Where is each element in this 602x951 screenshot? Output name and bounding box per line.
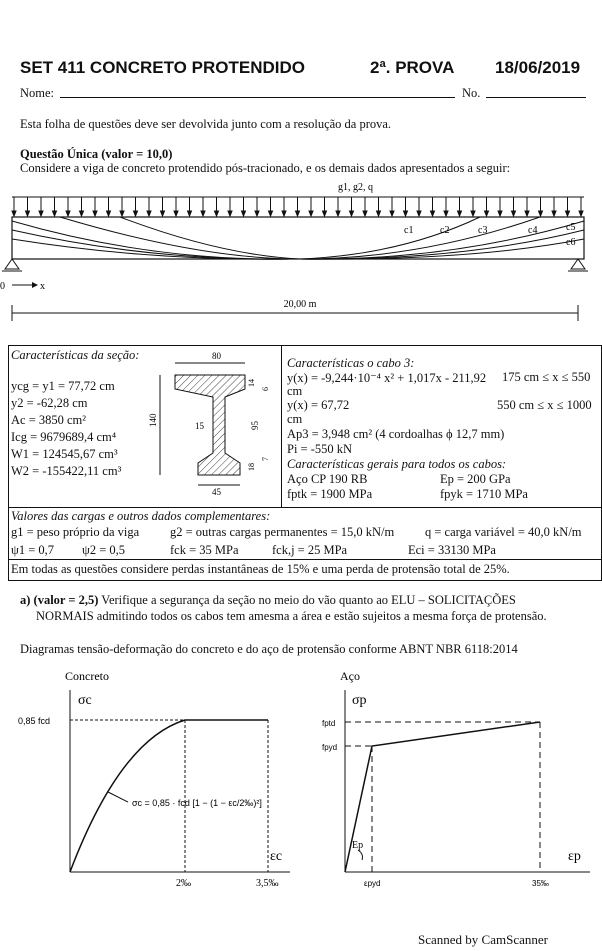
ep-label: Ep: [352, 840, 364, 851]
concrete-diagram: [0, 660, 300, 900]
general-ep: Ep = 200 GPa: [440, 472, 511, 486]
load-arrow-head: [80, 211, 84, 216]
eci: Eci = 33130 MPa: [408, 543, 496, 557]
load-arrow-head: [539, 211, 543, 216]
item-a-value: a) (valor = 2,5): [20, 593, 99, 607]
general-steel: Aço CP 190 RB: [287, 472, 368, 486]
cable3-title: Características o cabo 3:: [287, 356, 415, 370]
dim-web: 15: [195, 421, 204, 431]
general-fptk: fptk = 1900 MPa: [287, 487, 373, 501]
psi2: ψ2 = 0,5: [82, 543, 125, 557]
prop-w2: W2 = -155422,11 cm³: [11, 464, 122, 478]
load-arrow-head: [201, 211, 205, 216]
concrete-tick2: 3,5‰: [256, 878, 279, 889]
dim-bottom-w: 45: [212, 487, 221, 497]
cable3-eq2-unit: cm: [287, 412, 303, 426]
prop-y2: y2 = -62,28 cm: [11, 396, 88, 410]
load-arrow-head: [12, 211, 16, 216]
cable-label-c6: c6: [566, 237, 576, 248]
concrete-formula: σc = 0,85 · fcd [1 − (1 − εc/2‰)²]: [132, 798, 262, 808]
beam-diagram: [0, 175, 602, 325]
cable3-force: Pi = -550 kN: [287, 442, 353, 456]
cable3-area: Ap3 = 3,948 cm² (4 cordoalhas ϕ 12,7 mm): [287, 427, 505, 441]
instruction-text: Esta folha de questões deve ser devolvida junto com a resolução da prova.: [20, 117, 392, 131]
prop-icg: Icg = 9679689,4 cm⁴: [11, 430, 117, 444]
general-title: Características gerais para todos os cabos:: [287, 457, 507, 471]
exam-date: 18/06/2019: [495, 58, 581, 77]
load-arrow-head: [444, 211, 448, 216]
dim-top: 80: [212, 351, 221, 361]
fck: fck = 35 MPa: [170, 543, 239, 557]
origin-label: 0: [0, 281, 5, 292]
fcd-label: 0,85 fcd: [18, 716, 51, 726]
concrete-x-label: εc: [270, 849, 283, 864]
section-title: Características da seção:: [11, 348, 140, 362]
load-arrow-head: [282, 211, 286, 216]
dim-height: 140: [148, 413, 158, 427]
load-arrow-head: [377, 211, 381, 216]
concrete-y-label: σc: [78, 693, 92, 708]
steel-y-label: σp: [352, 693, 367, 708]
steel-title: Aço: [340, 669, 360, 683]
cable-label-c1: c1: [404, 225, 414, 236]
fckj: fck,j = 25 MPa: [272, 543, 348, 557]
load-arrow-head: [39, 211, 43, 216]
load-arrow-head: [93, 211, 97, 216]
dim-flange-top: 14: [247, 379, 256, 387]
left-support-icon: [5, 259, 19, 269]
load-arrow-head: [431, 211, 435, 216]
cable-label-c3: c3: [478, 225, 488, 236]
exam-label: 2ª. PROVA: [370, 58, 455, 77]
load-arrow-head: [242, 211, 246, 216]
footer-scanner: Scanned by CamScanner: [418, 932, 548, 947]
load-arrow-head: [404, 211, 408, 216]
load-arrow-head: [363, 211, 367, 216]
steel-x-label: εp: [568, 849, 581, 864]
x-axis-label: x: [40, 281, 45, 292]
name-field[interactable]: [60, 97, 455, 98]
load-arrow-head: [188, 211, 192, 216]
load-arrow-head: [336, 211, 340, 216]
load-arrow-head: [296, 211, 300, 216]
load-arrow-head: [512, 211, 516, 216]
span-label: 20,00 m: [283, 299, 317, 310]
load-arrow-head: [26, 211, 30, 216]
load-arrow-head: [134, 211, 138, 216]
item-a-text1: Verifique a segurança da seção no meio do vão quanto ao ELU – SOLICITAÇÕES: [98, 593, 516, 607]
cable3-eq1: y(x) = -9,244·10⁻⁴ x² + 1,017x - 211,92: [287, 371, 487, 385]
cable3-eq1-range: 175 cm ≤ x ≤ 550: [502, 370, 591, 384]
dim-bottom-flange: 18: [247, 463, 256, 471]
cable3-eq2: y(x) = 67,72: [287, 398, 350, 412]
load-arrow-head: [66, 211, 70, 216]
cable-label-c4: c4: [528, 225, 538, 236]
dim-haunch-top: 6: [261, 387, 270, 391]
concrete-tick1: 2‰: [176, 878, 191, 889]
load-arrow-head: [323, 211, 327, 216]
psi1: ψ1 = 0,7: [11, 543, 54, 557]
question-intro: Considere a viga de concreto protendido pós-tracionado, e os demais dados apresentados a seguir:: [20, 161, 511, 175]
x-arrow-icon: [32, 282, 38, 288]
number-label: No.: [462, 86, 481, 100]
load-arrow-head: [579, 211, 583, 216]
prop-ycg: ycg = y1 = 77,72 cm: [11, 379, 115, 393]
diagrams-caption: Diagramas tensão-deformação do concreto e do aço de protensão conforme ABNT NBR 6118:2014: [20, 642, 518, 656]
load-arrow-head: [309, 211, 313, 216]
load-arrow-head: [120, 211, 124, 216]
number-field[interactable]: [486, 97, 586, 98]
item-a: [20, 592, 590, 624]
load-arrow-head: [552, 211, 556, 216]
course-title: SET 411 CONCRETO PROTENDIDO: [20, 58, 305, 77]
cable3-eq2-range: 550 cm ≤ x ≤ 1000: [497, 398, 592, 412]
right-support-icon: [571, 259, 585, 269]
loss-note: Em todas as questões considere perdas instantâneas de 15% e uma perda de protensão total de 25%.: [11, 562, 510, 576]
section-props: [11, 378, 121, 480]
load-arrow-head: [269, 211, 273, 216]
load-arrow-head: [471, 211, 475, 216]
steel-diagram: [300, 660, 600, 900]
load-arrow-head: [566, 211, 570, 216]
load-arrow-head: [228, 211, 232, 216]
dim-haunch-bot: 7: [261, 457, 270, 461]
concrete-title: Concreto: [65, 669, 109, 683]
prop-w1: W1 = 124545,67 cm³: [11, 447, 118, 461]
fpyd-label: fpyd: [322, 743, 338, 752]
loads-title: Valores das cargas e outros dados complementares:: [11, 509, 271, 523]
load-arrow-head: [417, 211, 421, 216]
cable-label-c5: c5: [566, 222, 576, 233]
load-arrow-head: [255, 211, 259, 216]
cable3-eq1-unit: cm: [287, 384, 303, 398]
load-arrow-head: [174, 211, 178, 216]
load-q: q = carga variável = 40,0 kN/m: [425, 525, 582, 539]
load-arrow-head: [485, 211, 489, 216]
i-section-drawing: [150, 345, 280, 505]
load-arrow-head: [215, 211, 219, 216]
load-arrow-head: [53, 211, 57, 216]
loads-label: g1, g2, q: [338, 182, 373, 193]
load-g1: g1 = peso próprio da viga: [11, 525, 140, 539]
load-arrow-head: [498, 211, 502, 216]
cable-label-c2: c2: [440, 225, 450, 236]
load-arrow-head: [525, 211, 529, 216]
load-arrow-head: [107, 211, 111, 216]
load-arrow-head: [390, 211, 394, 216]
item-a-text2: NORMAIS admitindo todos os cabos tem amesma a área e estão sujeitos a mesma força de protensão.: [36, 609, 547, 623]
epyd-label: εpyd: [364, 879, 381, 888]
fptd-label: fptd: [322, 719, 336, 728]
general-fpyk: fpyk = 1710 MPa: [440, 487, 528, 501]
load-arrow-head: [147, 211, 151, 216]
steel-tick: 35‰: [532, 879, 549, 888]
load-arrow-head: [350, 211, 354, 216]
question-title: Questão Única (valor = 10,0): [20, 147, 173, 161]
load-g2: g2 = outras cargas permanentes = 15,0 kN/m: [170, 525, 395, 539]
load-arrow-head: [161, 211, 165, 216]
load-arrow-head: [458, 211, 462, 216]
prop-ac: Ac = 3850 cm²: [11, 413, 87, 427]
dim-web-h: 95: [250, 421, 260, 430]
name-label: Nome:: [20, 86, 55, 100]
